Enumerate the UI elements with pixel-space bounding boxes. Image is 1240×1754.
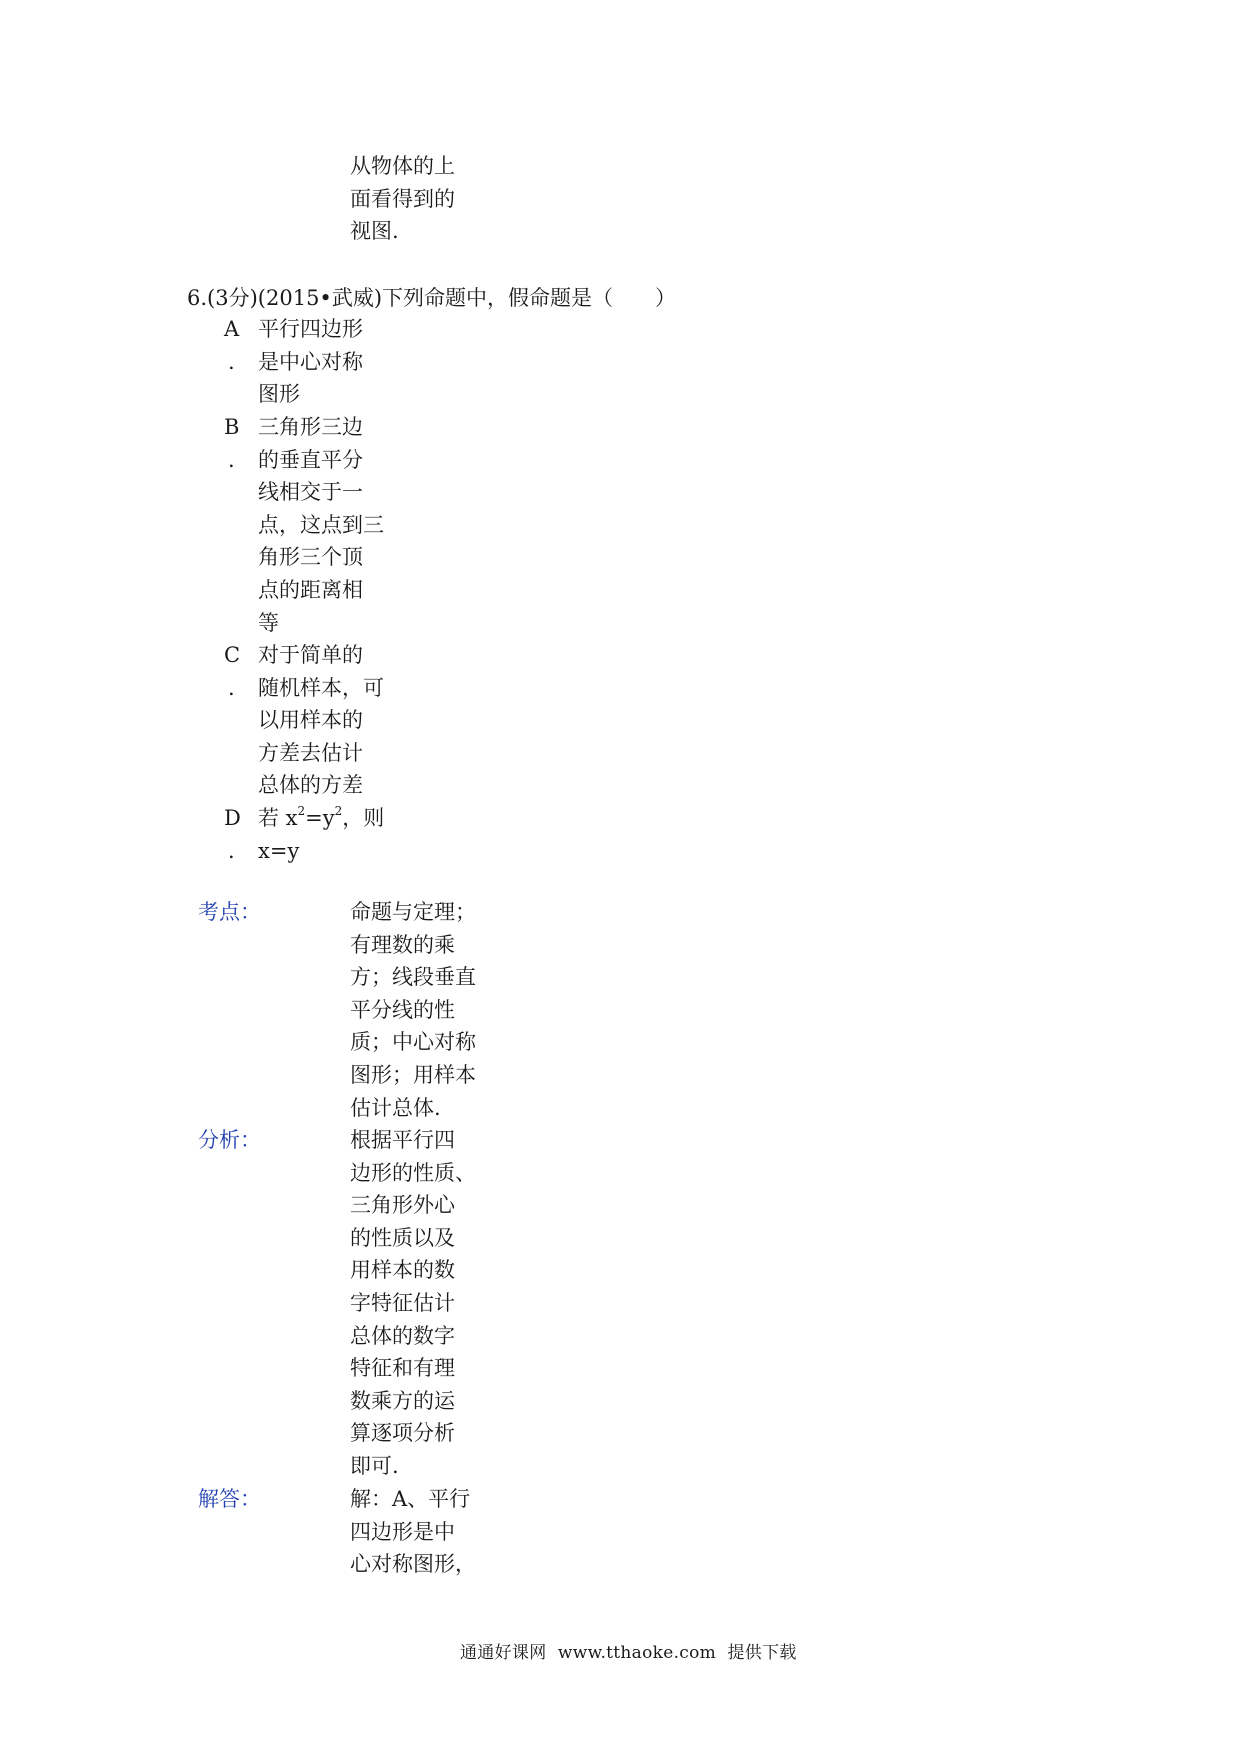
- option-dot: .: [228, 675, 235, 700]
- text-line: 图形: [258, 382, 300, 407]
- text-line: 点的距离相: [258, 577, 363, 602]
- text-line: 平分线的性: [350, 997, 455, 1022]
- text-line: 随机样本，可: [258, 675, 384, 700]
- text-line: 质；中心对称: [350, 1030, 476, 1055]
- text-line: 平行四边形: [258, 317, 363, 341]
- jieda-text: [350, 1483, 476, 1581]
- text-line: 四边形是中: [350, 1519, 455, 1544]
- option-letter: C: [224, 643, 241, 667]
- option-b-marker: [224, 411, 239, 476]
- text-line: 即可.: [350, 1453, 399, 1478]
- text-line: 解：A、平行: [350, 1487, 471, 1511]
- text-line: 边形的性质、: [350, 1160, 476, 1185]
- text-line: x=y: [258, 838, 300, 863]
- jieda-label: 解答：: [198, 1487, 261, 1511]
- text-line: 的垂直平分: [258, 447, 363, 472]
- option-d-text: [258, 802, 384, 867]
- text-line: 角形三个顶: [258, 545, 363, 570]
- text-line: 的性质以及: [350, 1225, 455, 1250]
- option-letter: A: [224, 317, 240, 341]
- text-line: 有理数的乘: [350, 932, 455, 957]
- question-close-paren: ）: [655, 286, 677, 310]
- option-letter: B: [224, 415, 240, 439]
- kaodian-label: 考点：: [198, 900, 261, 924]
- text-line: 总体的数字: [350, 1323, 455, 1348]
- option-dot: .: [228, 447, 235, 472]
- option-letter: D: [224, 806, 241, 830]
- text-line: 从物体的上: [350, 154, 455, 178]
- text-line: 命题与定理；: [350, 900, 476, 924]
- text-line: 图形；用样本: [350, 1062, 476, 1087]
- text-line: 算逐项分析: [350, 1421, 455, 1446]
- text-line: 字特征估计: [350, 1290, 455, 1315]
- question-stem: [187, 282, 676, 314]
- fenxi-text: [350, 1124, 476, 1483]
- text-line: 面看得到的: [350, 186, 455, 211]
- text-line: 等: [258, 610, 279, 635]
- text-line: 根据平行四: [350, 1128, 455, 1152]
- text-line: 三角形三边: [258, 415, 363, 439]
- text-line: 数乘方的运: [350, 1388, 455, 1413]
- text-line: 以用样本的: [258, 708, 363, 733]
- option-d-marker: [224, 802, 241, 867]
- text-line: 三角形外心: [350, 1193, 455, 1218]
- kaodian-text: [350, 896, 476, 1124]
- text-line: 用样本的数: [350, 1258, 455, 1283]
- text-line: 若 $x^2=y^2$，则: [258, 804, 385, 830]
- page-footer: 通通好课网 www.tthaoke.com 提供下载: [460, 1643, 797, 1663]
- text-line: 对于简单的: [258, 643, 363, 667]
- text-line: 特征和有理: [350, 1356, 455, 1381]
- text-line: 估计总体.: [350, 1095, 441, 1120]
- text-line: 方；线段垂直: [350, 965, 476, 990]
- question-number: 6.: [187, 286, 208, 310]
- option-b-text: [258, 411, 384, 639]
- text-line: 方差去估计: [258, 740, 363, 765]
- text-line: 点，这点到三: [258, 512, 384, 537]
- option-c-text: [258, 639, 384, 802]
- previous-answer-text: [350, 150, 455, 248]
- text-line: 心对称图形，: [350, 1552, 476, 1577]
- option-dot: .: [228, 349, 235, 374]
- option-dot: .: [228, 838, 235, 863]
- text-line: 是中心对称: [258, 349, 363, 374]
- fenxi-label: 分析：: [198, 1128, 261, 1152]
- text-line: 总体的方差: [258, 773, 363, 798]
- option-c-marker: [224, 639, 240, 704]
- question-text: (3分)(2015•武威)下列命题中，假命题是（: [207, 286, 614, 310]
- text-line: 视图.: [350, 219, 399, 244]
- option-a-marker: [224, 313, 239, 378]
- text-line: 线相交于一: [258, 480, 363, 505]
- option-a-text: [258, 313, 363, 411]
